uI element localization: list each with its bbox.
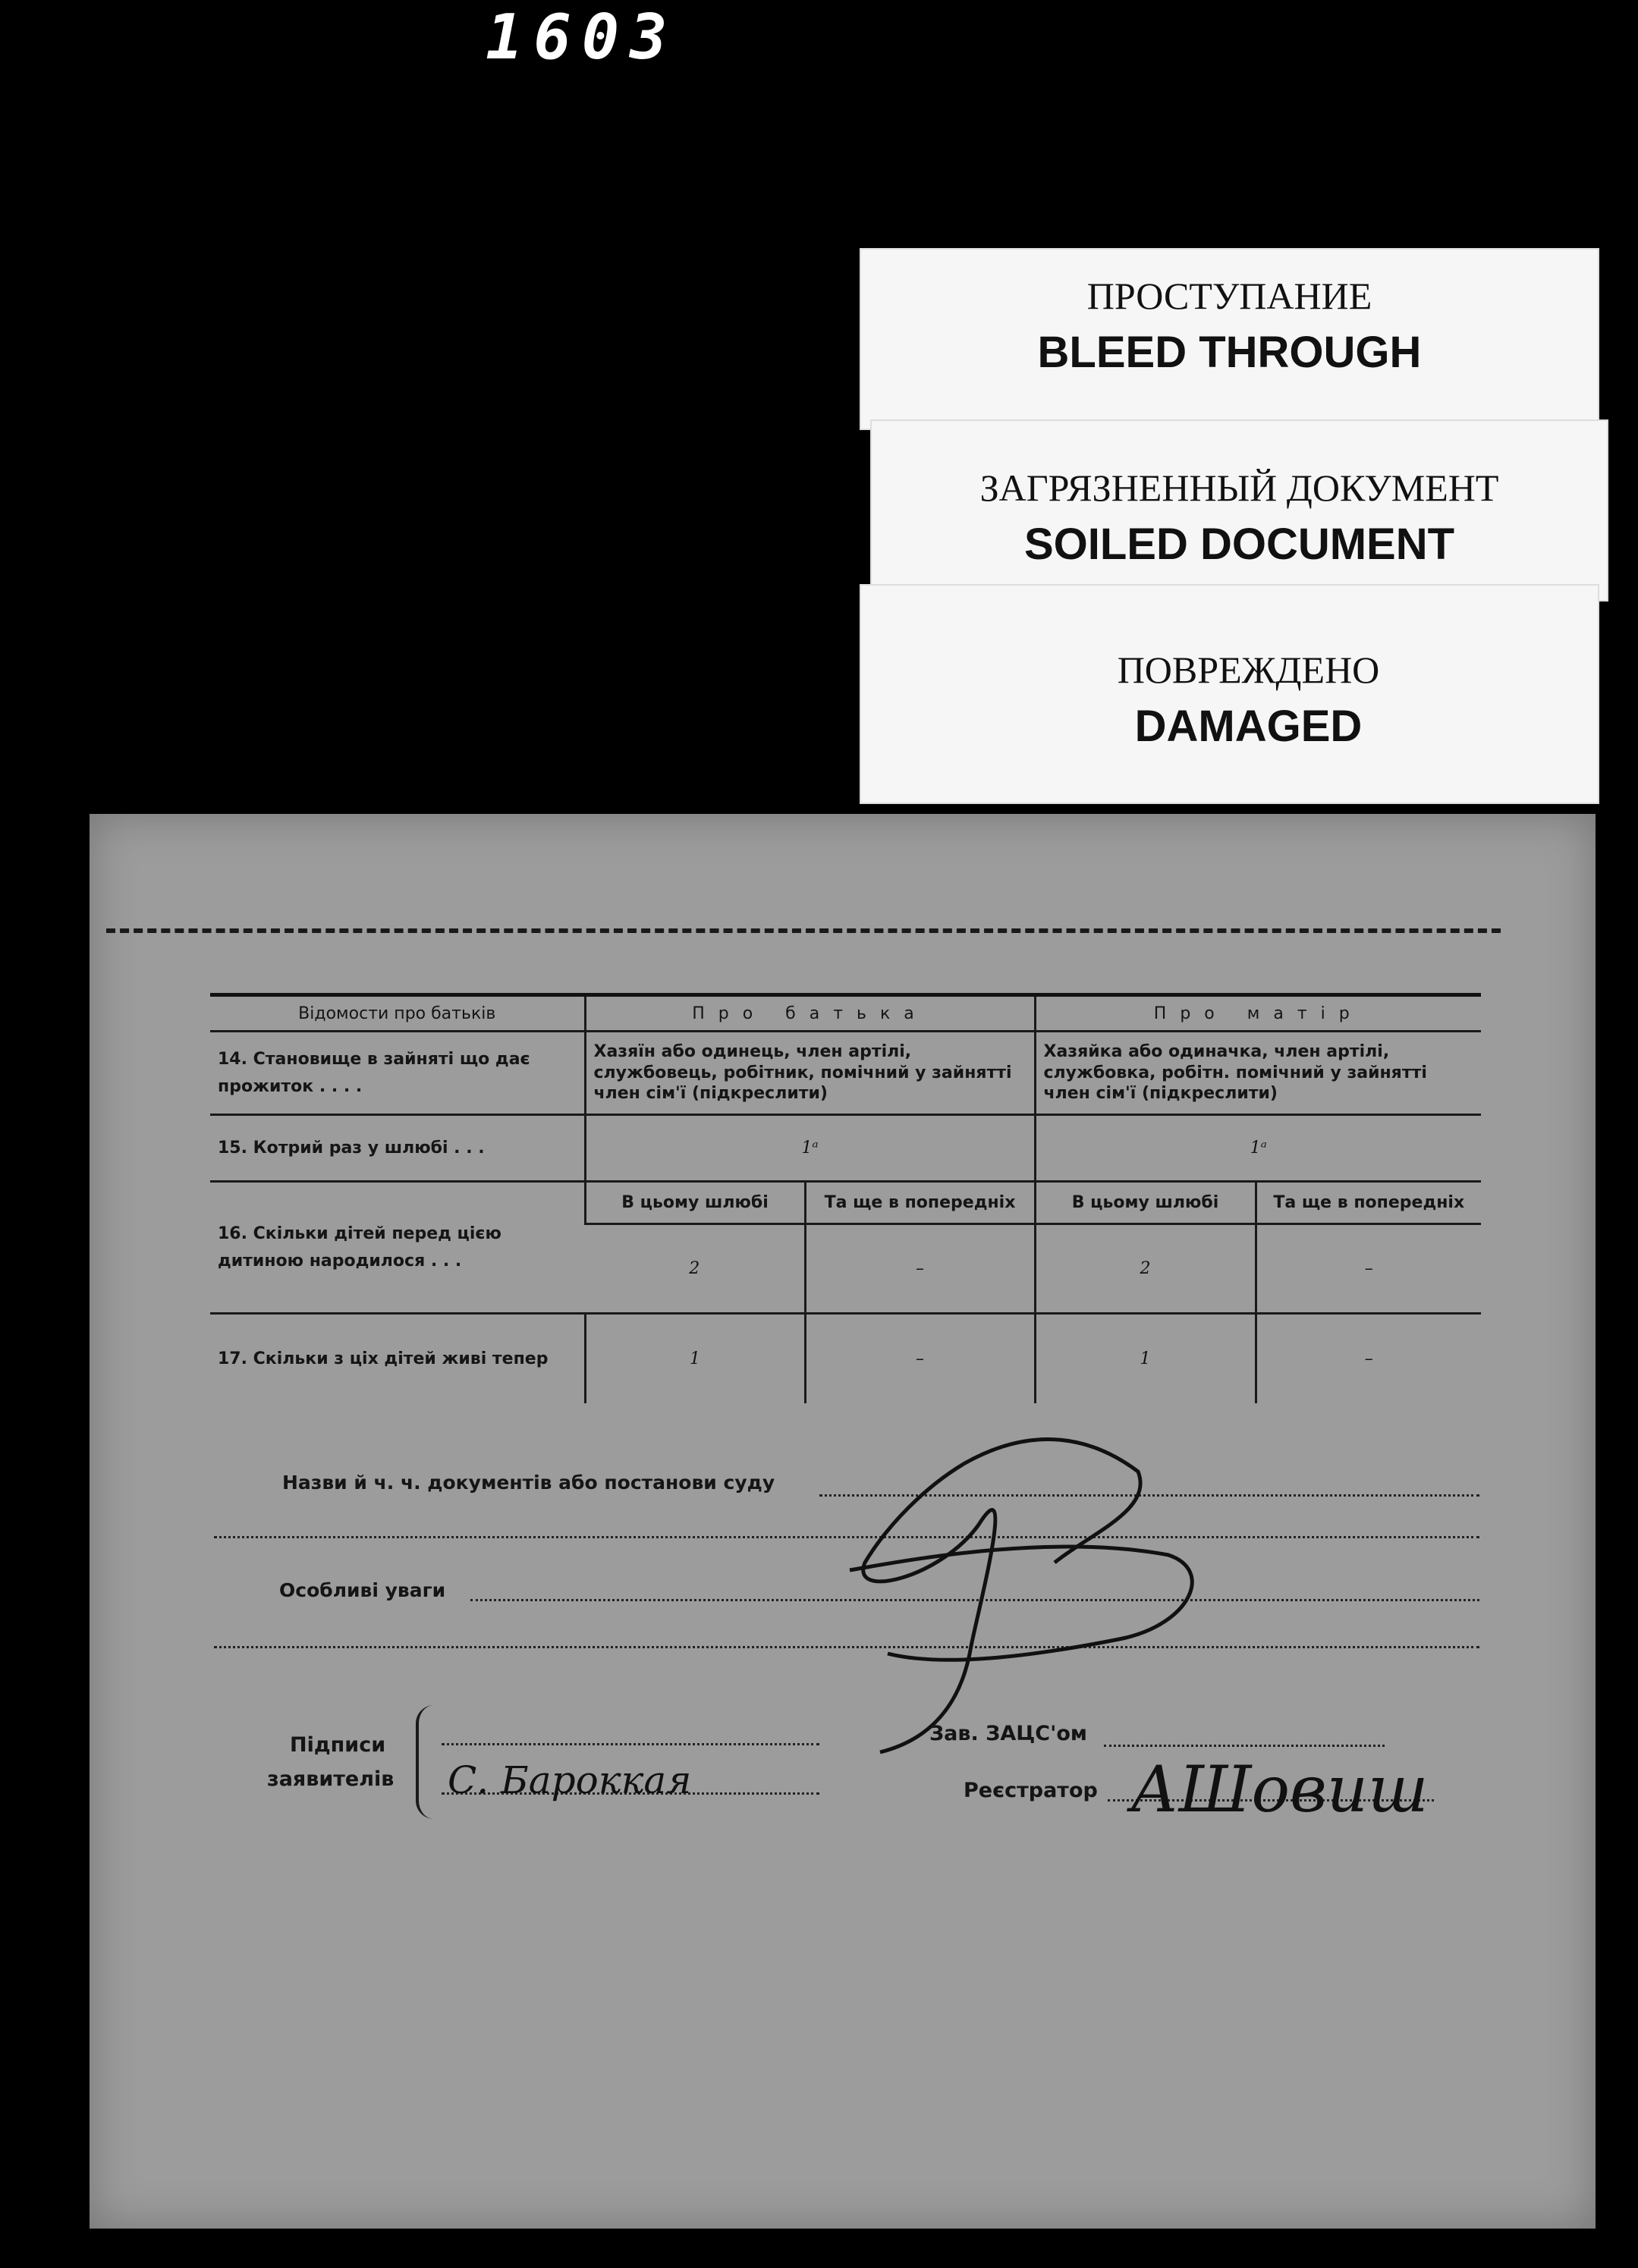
damaged-ru: ПОВРЕЖДЕНО: [1117, 649, 1380, 691]
soiled-document-en: SOILED DOCUMENT: [1023, 520, 1455, 569]
mother-previous-header: Та ще в попередніх: [1256, 1182, 1481, 1224]
registry-head-label: Зав. ЗАЦС'ом: [929, 1722, 1087, 1745]
cancellation-mark: [819, 1418, 1229, 1760]
documents-label: Назви й ч. ч. документів або постанови суду: [282, 1472, 775, 1494]
notes-label: Особливі уваги: [279, 1579, 446, 1601]
row16-label: 16. Скільки дітей перед цією дитиною народилося . . .: [210, 1182, 585, 1314]
applicant-signature-line-1: [442, 1743, 819, 1745]
applicant-signature: С. Бароккая: [448, 1758, 692, 1802]
bleed-through-en: BLEED THROUGH: [1037, 328, 1422, 377]
row14-label: 14. Становище в зайняті що дає прожиток . . . .: [210, 1032, 585, 1115]
row17-father-prev: –: [805, 1314, 1035, 1403]
registry-head-line: [1104, 1745, 1385, 1747]
row16-father-prev: –: [805, 1224, 1035, 1314]
row15-father: 1ᵃ: [585, 1115, 1035, 1182]
header-mother: Про матір: [1035, 995, 1481, 1032]
row16-father-this: 2: [585, 1224, 805, 1314]
father-this-marriage-header: В цьому шлюбі: [585, 1182, 805, 1224]
damaged-label: [860, 584, 1599, 804]
father-previous-header: Та ще в попередніх: [805, 1182, 1035, 1224]
applicants-label-1: Підписи: [290, 1733, 386, 1757]
row17-mother-prev: –: [1256, 1314, 1481, 1403]
row16-mother-prev: –: [1256, 1224, 1481, 1314]
row17-father-this: 1: [585, 1314, 805, 1403]
signature-brace: [416, 1705, 434, 1819]
registrar-label: Реєстратор: [964, 1779, 1098, 1802]
row15-mother: 1ᵃ: [1035, 1115, 1481, 1182]
row14-mother: Хазяйка або одиначка, член артілі, службовка, робітн. помічний у зайнятті член сім'ї (підкреслити): [1035, 1032, 1481, 1115]
registrar-signature: АШовиш: [1130, 1752, 1429, 1827]
frame-number: 1603: [486, 2, 678, 74]
header-father: Про батька: [585, 995, 1035, 1032]
dashed-divider: [106, 928, 1501, 933]
bleed-through-ru: ПРОСТУПАНИЕ: [1086, 275, 1372, 317]
header-parents-info: Відомости про батьків: [210, 995, 585, 1032]
row17-label: 17. Скільки з ціх дітей живі тепер: [210, 1314, 585, 1403]
row16-mother-this: 2: [1035, 1224, 1256, 1314]
row17-mother-this: 1: [1035, 1314, 1256, 1403]
row15-label: 15. Котрий раз у шлюбі . . .: [210, 1115, 585, 1182]
parents-info-table: [210, 993, 1481, 1403]
soiled-document-ru: ЗАГРЯЗНЕННЫЙ ДОКУМЕНТ: [979, 466, 1499, 509]
row14-father: Хазяїн або одинець, член артілі, службовець, робітник, помічний у зайнятті член сім'ї (підкреслити): [585, 1032, 1035, 1115]
applicants-label-2: заявителів: [267, 1767, 395, 1791]
damaged-en: DAMAGED: [1134, 702, 1363, 751]
bleed-through-label: [860, 248, 1599, 430]
soiled-document-label: [870, 419, 1608, 602]
mother-this-marriage-header: В цьому шлюбі: [1035, 1182, 1256, 1224]
